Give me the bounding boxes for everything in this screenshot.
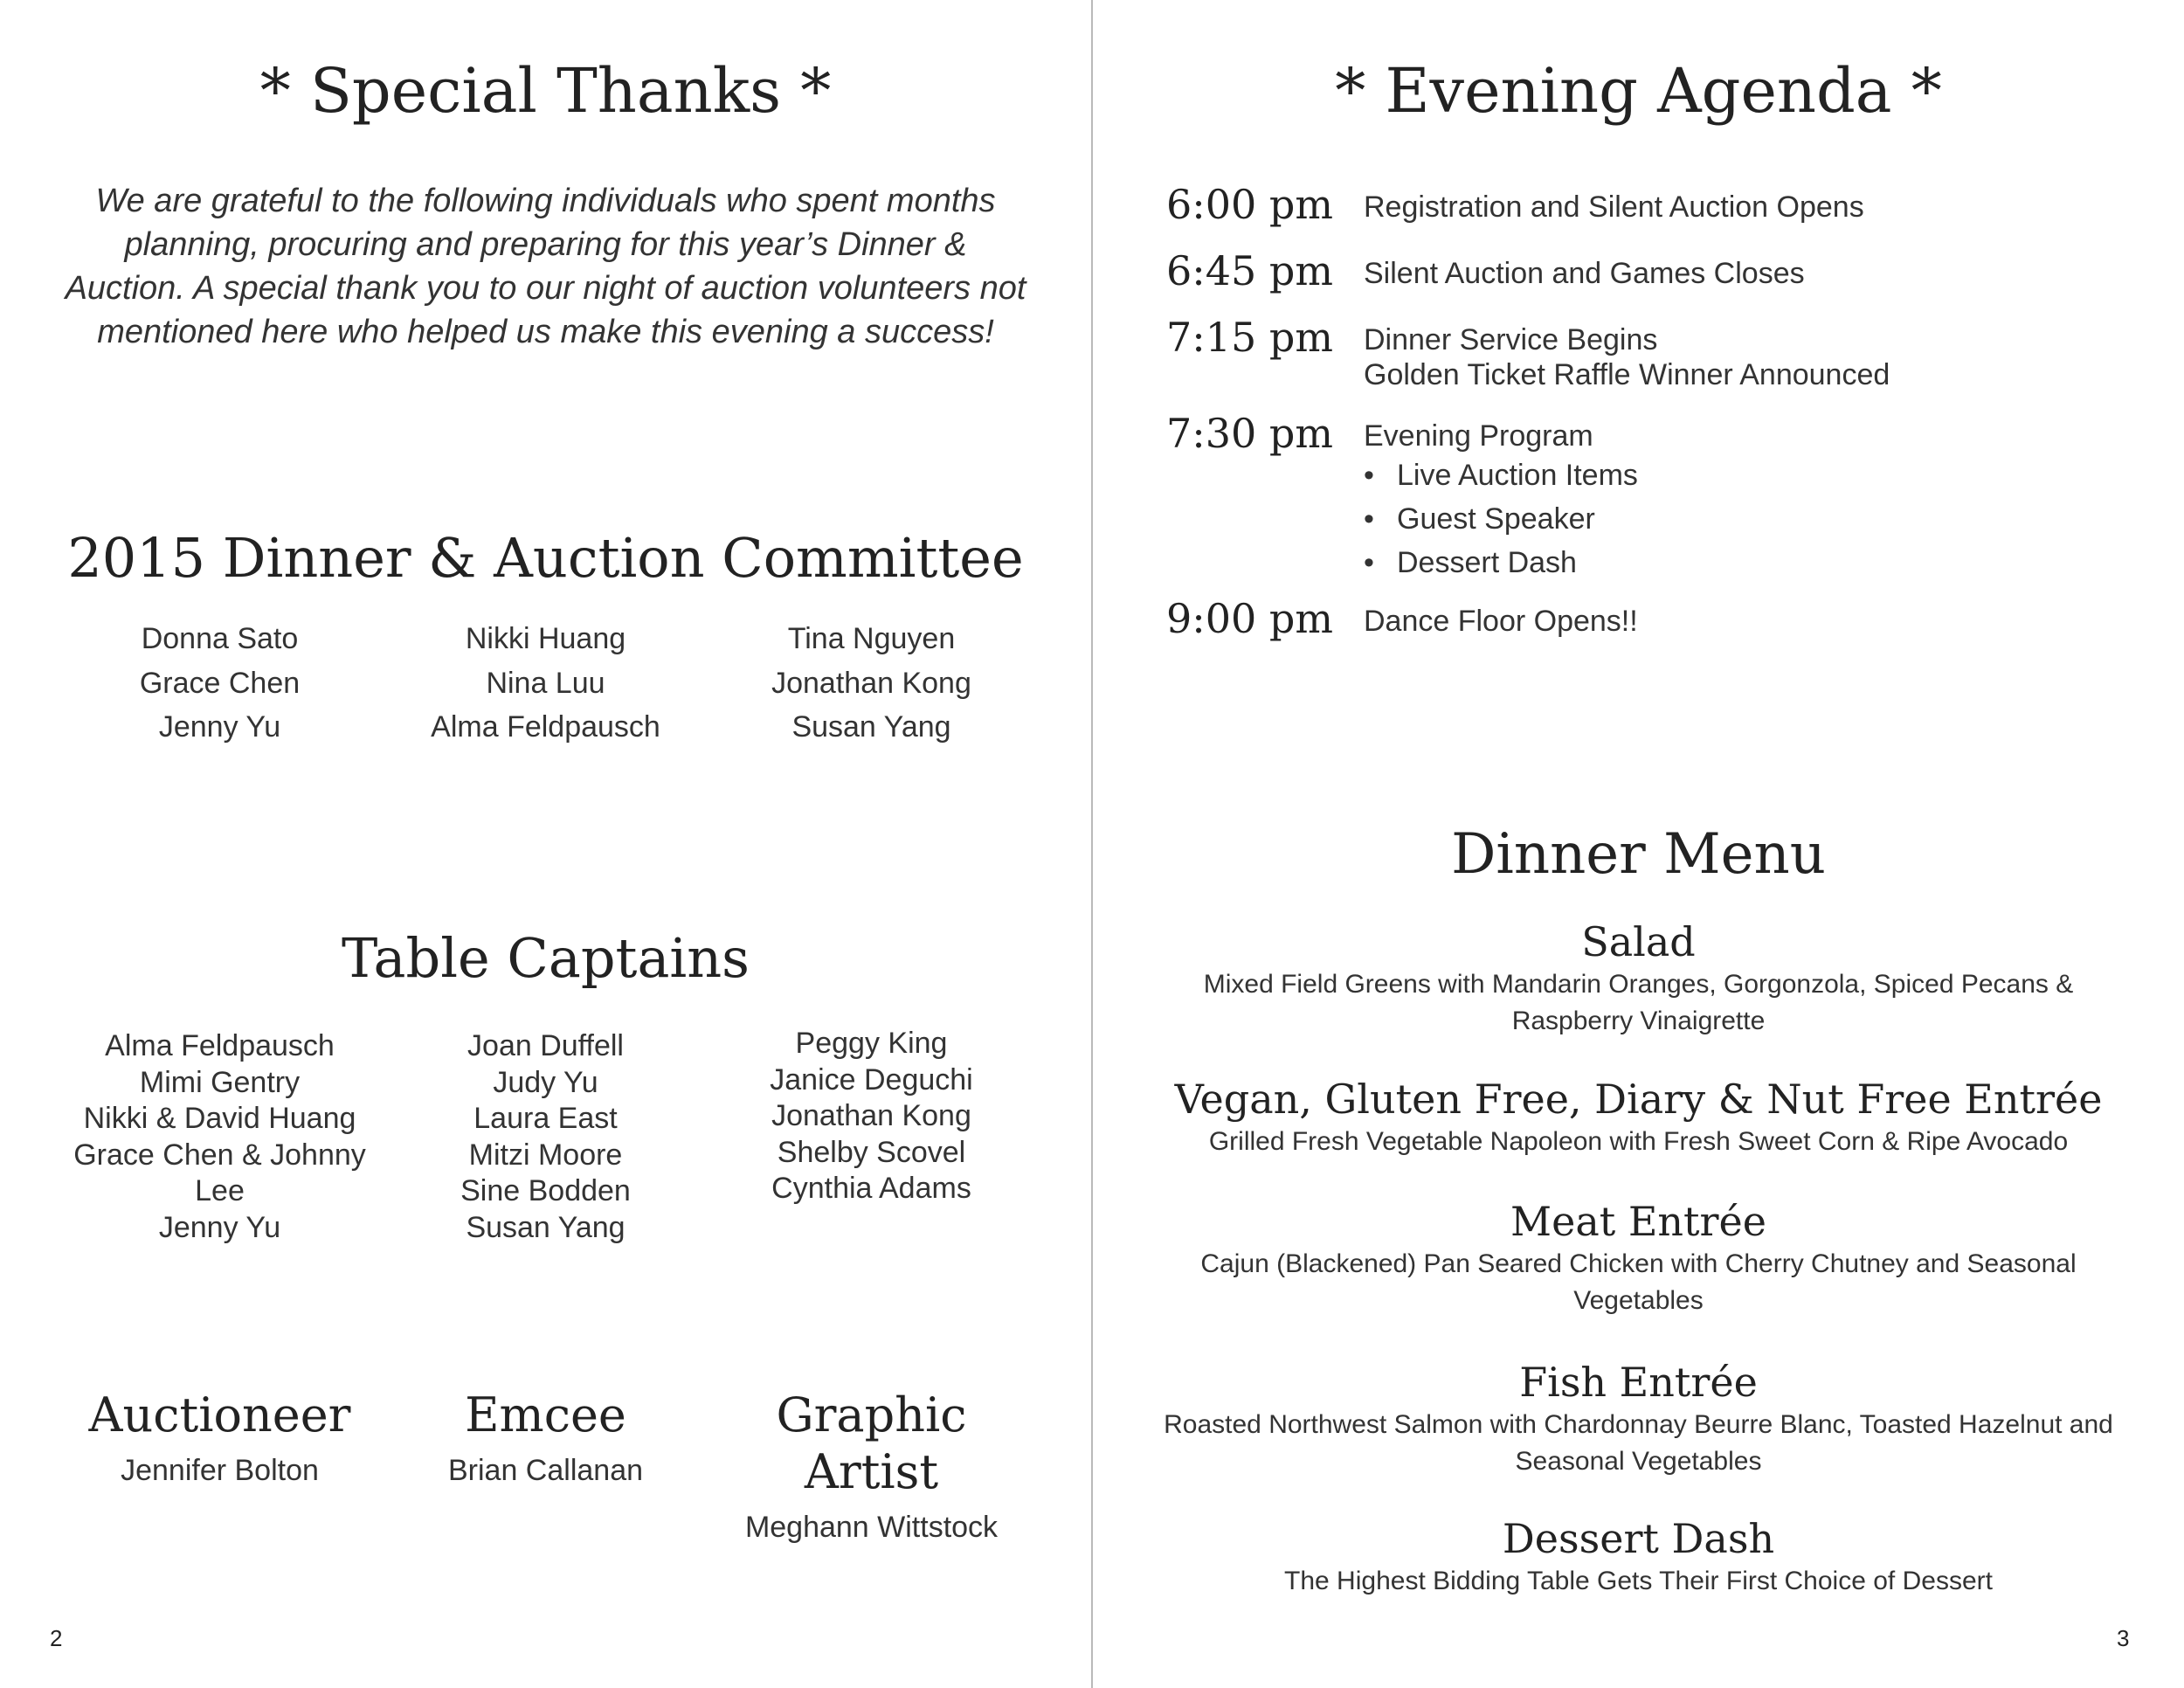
captain-name: Sine Bodden: [460, 1174, 631, 1207]
committee-member: Alma Feldpausch: [431, 710, 660, 744]
agenda-bullet-item: [1364, 541, 1638, 585]
agenda-time: 9:00 pm: [1166, 595, 1333, 642]
roles-row: [0, 1387, 1091, 1545]
bullet-icon: •: [1364, 459, 1374, 492]
agenda-item: [1166, 408, 2127, 585]
captain-name: Mitzi Moore: [468, 1138, 623, 1172]
menu-course-dessert: [1163, 1514, 2114, 1600]
role-graphic-artist: [708, 1387, 1034, 1545]
captain-name: Cynthia Adams: [771, 1172, 971, 1205]
page-number-right: 3: [2117, 1625, 2130, 1651]
captains-column: [383, 1028, 708, 1246]
role-name: Meghann Wittstock: [744, 1510, 999, 1544]
captain-name: Jenny Yu: [158, 1210, 281, 1244]
committee-member: Susan Yang: [791, 710, 951, 744]
committee-list: [0, 617, 1091, 750]
table-captains-list: [0, 1028, 1091, 1246]
committee-member: Jonathan Kong: [771, 666, 971, 700]
bullet-icon: •: [1364, 546, 1374, 579]
agenda-description: [1364, 408, 1638, 585]
role-emcee: [383, 1387, 708, 1545]
captain-name: Laura East: [473, 1102, 618, 1135]
agenda-bullet-item: [1364, 497, 1638, 541]
agenda-description: [1364, 179, 1864, 230]
left-page: [0, 0, 1091, 1688]
dinner-menu-title: Dinner Menu: [1451, 822, 1826, 887]
role-name: Brian Callanan: [447, 1453, 644, 1487]
agenda-list: [1166, 179, 2127, 644]
agenda-line: Registration and Silent Auction Opens: [1364, 190, 1864, 224]
evening-agenda-title: * Evening Agenda *: [1335, 55, 1942, 127]
menu-course-meat: [1163, 1197, 2114, 1319]
role-name: Jennifer Bolton: [121, 1453, 319, 1487]
agenda-description: [1364, 593, 1638, 644]
committee-column: [57, 617, 383, 750]
course-name: Meat Entrée: [1510, 1198, 1766, 1245]
agenda-bullet-item: [1364, 453, 1638, 497]
captain-name: Janice Deguchi: [770, 1062, 973, 1097]
menu-course-fish: [1163, 1358, 2114, 1480]
committee-column: [383, 617, 708, 750]
committee-member: Nina Luu: [486, 666, 605, 700]
agenda-line: Golden Ticket Raffle Winner Announced: [1364, 358, 1890, 391]
agenda-time: 7:15 pm: [1166, 314, 1333, 361]
course-name: Fish Entrée: [1519, 1359, 1758, 1406]
bullet-text: Dessert Dash: [1397, 546, 1577, 579]
role-title: Auctioneer: [88, 1387, 351, 1442]
menu-course-salad: [1163, 917, 2114, 1040]
right-page: [1093, 0, 2184, 1688]
agenda-description: [1364, 312, 1890, 392]
committee-member: Grace Chen: [139, 666, 301, 700]
page-number-left: 2: [50, 1625, 63, 1651]
role-title: Graphic Artist: [776, 1387, 967, 1499]
agenda-time: 6:00 pm: [1166, 181, 1333, 228]
committee-member: Tina Nguyen: [787, 622, 956, 655]
bullet-text: Guest Speaker: [1397, 502, 1595, 536]
bullet-text: Live Auction Items: [1397, 459, 1638, 492]
committee-title: 2015 Dinner & Auction Committee: [67, 526, 1024, 590]
table-captains-title: Table Captains: [342, 926, 750, 990]
thanks-intro: We are grateful to the following individuals who spent months planning, procuring and preparing for this year’s Dinner & Auction. A special thank you to our night of auction volunteers not mentioned here who helped us make this evening a success!: [65, 183, 1026, 350]
agenda-description: [1364, 246, 1805, 296]
role-title: Emcee: [465, 1387, 626, 1442]
agenda-line: Dinner Service Begins: [1364, 323, 1658, 356]
special-thanks-title: * Special Thanks *: [259, 55, 832, 127]
committee-member: Jenny Yu: [158, 710, 281, 744]
captain-name: Judy Yu: [493, 1065, 598, 1099]
captain-name: Nikki & David Huang: [83, 1102, 356, 1135]
course-description: The Highest Bidding Table Gets Their First Choice of Dessert: [1284, 1567, 1993, 1595]
captain-name: Grace Chen & Johnny Lee: [73, 1138, 366, 1207]
agenda-time: 7:30 pm: [1166, 410, 1333, 457]
agenda-line: Evening Program: [1364, 419, 1593, 453]
captain-name: Jonathan Kong: [771, 1099, 971, 1132]
committee-member: Donna Sato: [141, 622, 299, 655]
agenda-time: 6:45 pm: [1166, 247, 1333, 294]
agenda-item: [1166, 312, 2127, 392]
bullet-icon: •: [1364, 502, 1374, 536]
menu-course-vegan: [1163, 1075, 2114, 1160]
captains-column: [708, 1026, 1034, 1246]
course-name: Salad: [1581, 918, 1696, 965]
captain-name: Joan Duffell: [467, 1029, 624, 1062]
role-auctioneer: [57, 1387, 383, 1545]
committee-member: Nikki Huang: [465, 622, 626, 655]
committee-column: [708, 617, 1034, 750]
course-description: Roasted Northwest Salmon with Chardonnay Beurre Blanc, Toasted Hazelnut and Seasonal Vegetables: [1164, 1410, 2113, 1476]
captains-column: [57, 1028, 383, 1246]
agenda-line: Silent Auction and Games Closes: [1364, 257, 1805, 290]
course-name: Vegan, Gluten Free, Diary & Nut Free Entrée: [1174, 1076, 2103, 1123]
course-description: Grilled Fresh Vegetable Napoleon with Fresh Sweet Corn & Ripe Avocado: [1208, 1127, 2069, 1156]
captain-name: Alma Feldpausch: [105, 1029, 335, 1062]
agenda-item: [1166, 593, 2127, 644]
course-name: Dessert Dash: [1502, 1515, 1775, 1562]
course-description: Cajun (Blackened) Pan Seared Chicken with Cherry Chutney and Seasonal Vegetables: [1200, 1249, 2077, 1315]
captain-name: Mimi Gentry: [139, 1065, 301, 1099]
captain-name: Peggy King: [795, 1027, 948, 1060]
agenda-line: Dance Floor Opens!!: [1364, 605, 1638, 638]
agenda-item: [1166, 179, 2127, 230]
agenda-item: [1166, 246, 2127, 296]
captain-name: Shelby Scovel: [777, 1135, 966, 1169]
captain-name: Susan Yang: [466, 1210, 625, 1244]
course-description: Mixed Field Greens with Mandarin Oranges, Gorgonzola, Spiced Pecans & Raspberry Vinaigrette: [1203, 970, 2074, 1035]
